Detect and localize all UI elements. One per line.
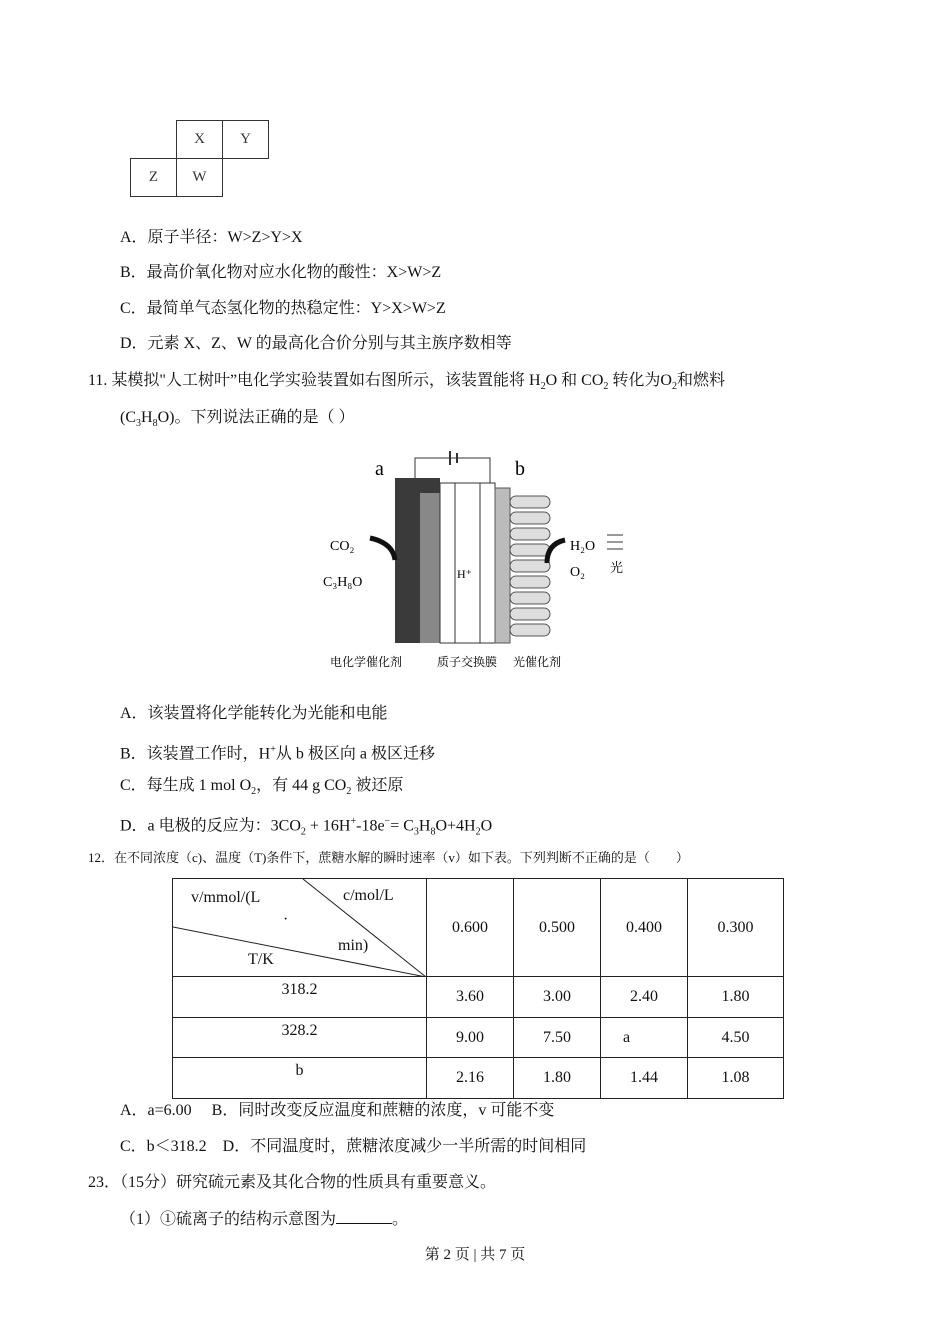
text: = C [390,817,414,835]
temperature-cell: b [173,1058,427,1099]
text: O [480,817,493,835]
value-cell: 2.16 [427,1058,514,1099]
photocatalyst [510,496,550,636]
text: 和燃料 [676,372,725,389]
sub: 2 [540,381,546,393]
col-header: 0.500 [514,879,601,977]
c-unit-label: c/mol/L [343,887,394,904]
sub: 2 [475,826,481,838]
value-cell: 2.40 [601,977,688,1018]
h2o-label: H₂O [570,539,596,554]
value-cell: 9.00 [427,1018,514,1058]
page-footer: 第 2 页 | 共 7 页 [424,1247,526,1263]
q11-option-d [120,812,492,843]
co2-label: CO₂ [330,539,355,554]
t-unit-label: T/K [248,951,274,968]
q12-options-line2: C．b＜318.2 D．不同温度时，蔗糖浓度减少一半所需的时间相同 [120,1138,587,1155]
q11-number: 11. [88,372,108,389]
sup: − [384,816,391,827]
c3h8o-label: C₃H₈O [323,575,363,590]
caption-electrochemical-catalyst: 电化学催化剂 [330,655,403,669]
value-cell: a [601,1018,688,1058]
sub: 3 [413,826,419,838]
q12-stem: 12．在不同浓度（c)、温度（T)条件下，蔗糖水解的瞬时速率（v）如下表。下列判断不正确的是（ ） [88,850,689,865]
light-label: 光 [610,560,624,575]
sub: 2 [300,826,306,838]
text: B．该装置工作时，H [120,745,271,763]
caption-proton-membrane: 质子交换膜 [437,655,498,669]
text: + 16H [305,817,351,835]
value-cell: 4.50 [688,1018,784,1058]
sub: 2 [671,381,677,393]
value-cell: 1.80 [688,977,784,1018]
q23-stem: 23．（15分）研究硫元素及其化合物的性质具有重要意义。 [88,1174,497,1191]
label-a: a [375,458,384,480]
text: -18e [356,817,385,835]
q10-option-a: A．原子半径：W>Z>Y>X [120,229,303,246]
min-label: min) [338,937,369,954]
sub: 8 [430,826,436,838]
text: ，有 44 g CO [256,777,347,794]
value-cell: 1.80 [514,1058,601,1099]
text: 被还原 [351,777,404,794]
sub: 2 [603,381,609,393]
text: H [141,409,153,426]
text: C．每生成 1 mol O [120,777,252,794]
temperature-cell: 318.2 [173,977,427,1018]
text: O)。下列说法正确的是（ ） [157,409,355,426]
q11-stem-line2 [120,408,354,434]
col-header: 0.300 [688,879,784,977]
o2-label: O₂ [570,565,585,580]
dot: · [283,911,289,928]
caption-photocatalyst: 光催化剂 [513,655,562,669]
q10-option-b: B．最高价氧化物对应水化物的酸性：X>W>Z [120,264,442,281]
text: O+4H [435,817,476,835]
h-plus-label: H⁺ [457,567,472,581]
text: 。 [392,1211,409,1228]
value-cell: 3.60 [427,977,514,1018]
artificial-leaf-diagram [315,448,645,678]
q23-sub1 [120,1209,408,1230]
q10-option-d: D．元素 X、Z、W 的最高化合价分别与其主族序数相等 [120,335,512,352]
table-row [173,1058,784,1099]
value-cell: 1.44 [601,1058,688,1099]
text: 从 b 极区向 a 极区迁移 [275,745,435,763]
value-cell: 1.08 [688,1058,784,1099]
sup: + [350,816,357,827]
q10-option-c: C．最简单气态氢化物的热稳定性：Y>X>W>Z [120,300,446,317]
q11-option-a: A．该装置将化学能转化为光能和电能 [120,705,388,722]
text: 某模拟"人工树叶”电化学实验装置如右图所示，该装置能将 H [111,372,541,389]
sub: 2 [346,786,352,798]
text: H [418,817,431,835]
table-row [173,977,784,1018]
answer-blank[interactable] [336,1209,392,1224]
cell-z: Z [130,158,177,197]
text: D．a 电极的反应为：3CO [120,817,301,835]
table-row [173,1018,784,1058]
cell-y: Y [222,120,269,159]
value-cell: 3.00 [514,977,601,1018]
text: O 和 CO [545,372,604,389]
sub: 8 [152,418,158,430]
rate-table [172,878,784,1099]
diagonal-header-cell [173,879,427,977]
q11-stem-line1 [88,371,725,397]
cell-x: X [176,120,223,159]
col-header: 0.600 [427,879,514,977]
q12-options-line1: A．a=6.00 B．同时改变反应温度和蔗糖的浓度，v 可能不变 [120,1102,555,1119]
light-arrows-icon [607,535,623,549]
text: （1）①硫离子的结构示意图为 [120,1211,337,1228]
sub: 2 [251,786,257,798]
v-unit-label: v/mmol/(L [191,889,261,906]
sup: + [270,744,276,755]
cell-w: W [176,158,223,197]
col-header: 0.400 [601,879,688,977]
text: (C [120,409,136,426]
value-cell: 7.50 [514,1018,601,1058]
sub: 3 [136,418,141,430]
label-b: b [515,458,525,480]
text: 转化为O [612,372,672,389]
temperature-cell: 328.2 [173,1018,427,1058]
q11-option-b [120,740,435,764]
q11-option-c [120,776,403,802]
